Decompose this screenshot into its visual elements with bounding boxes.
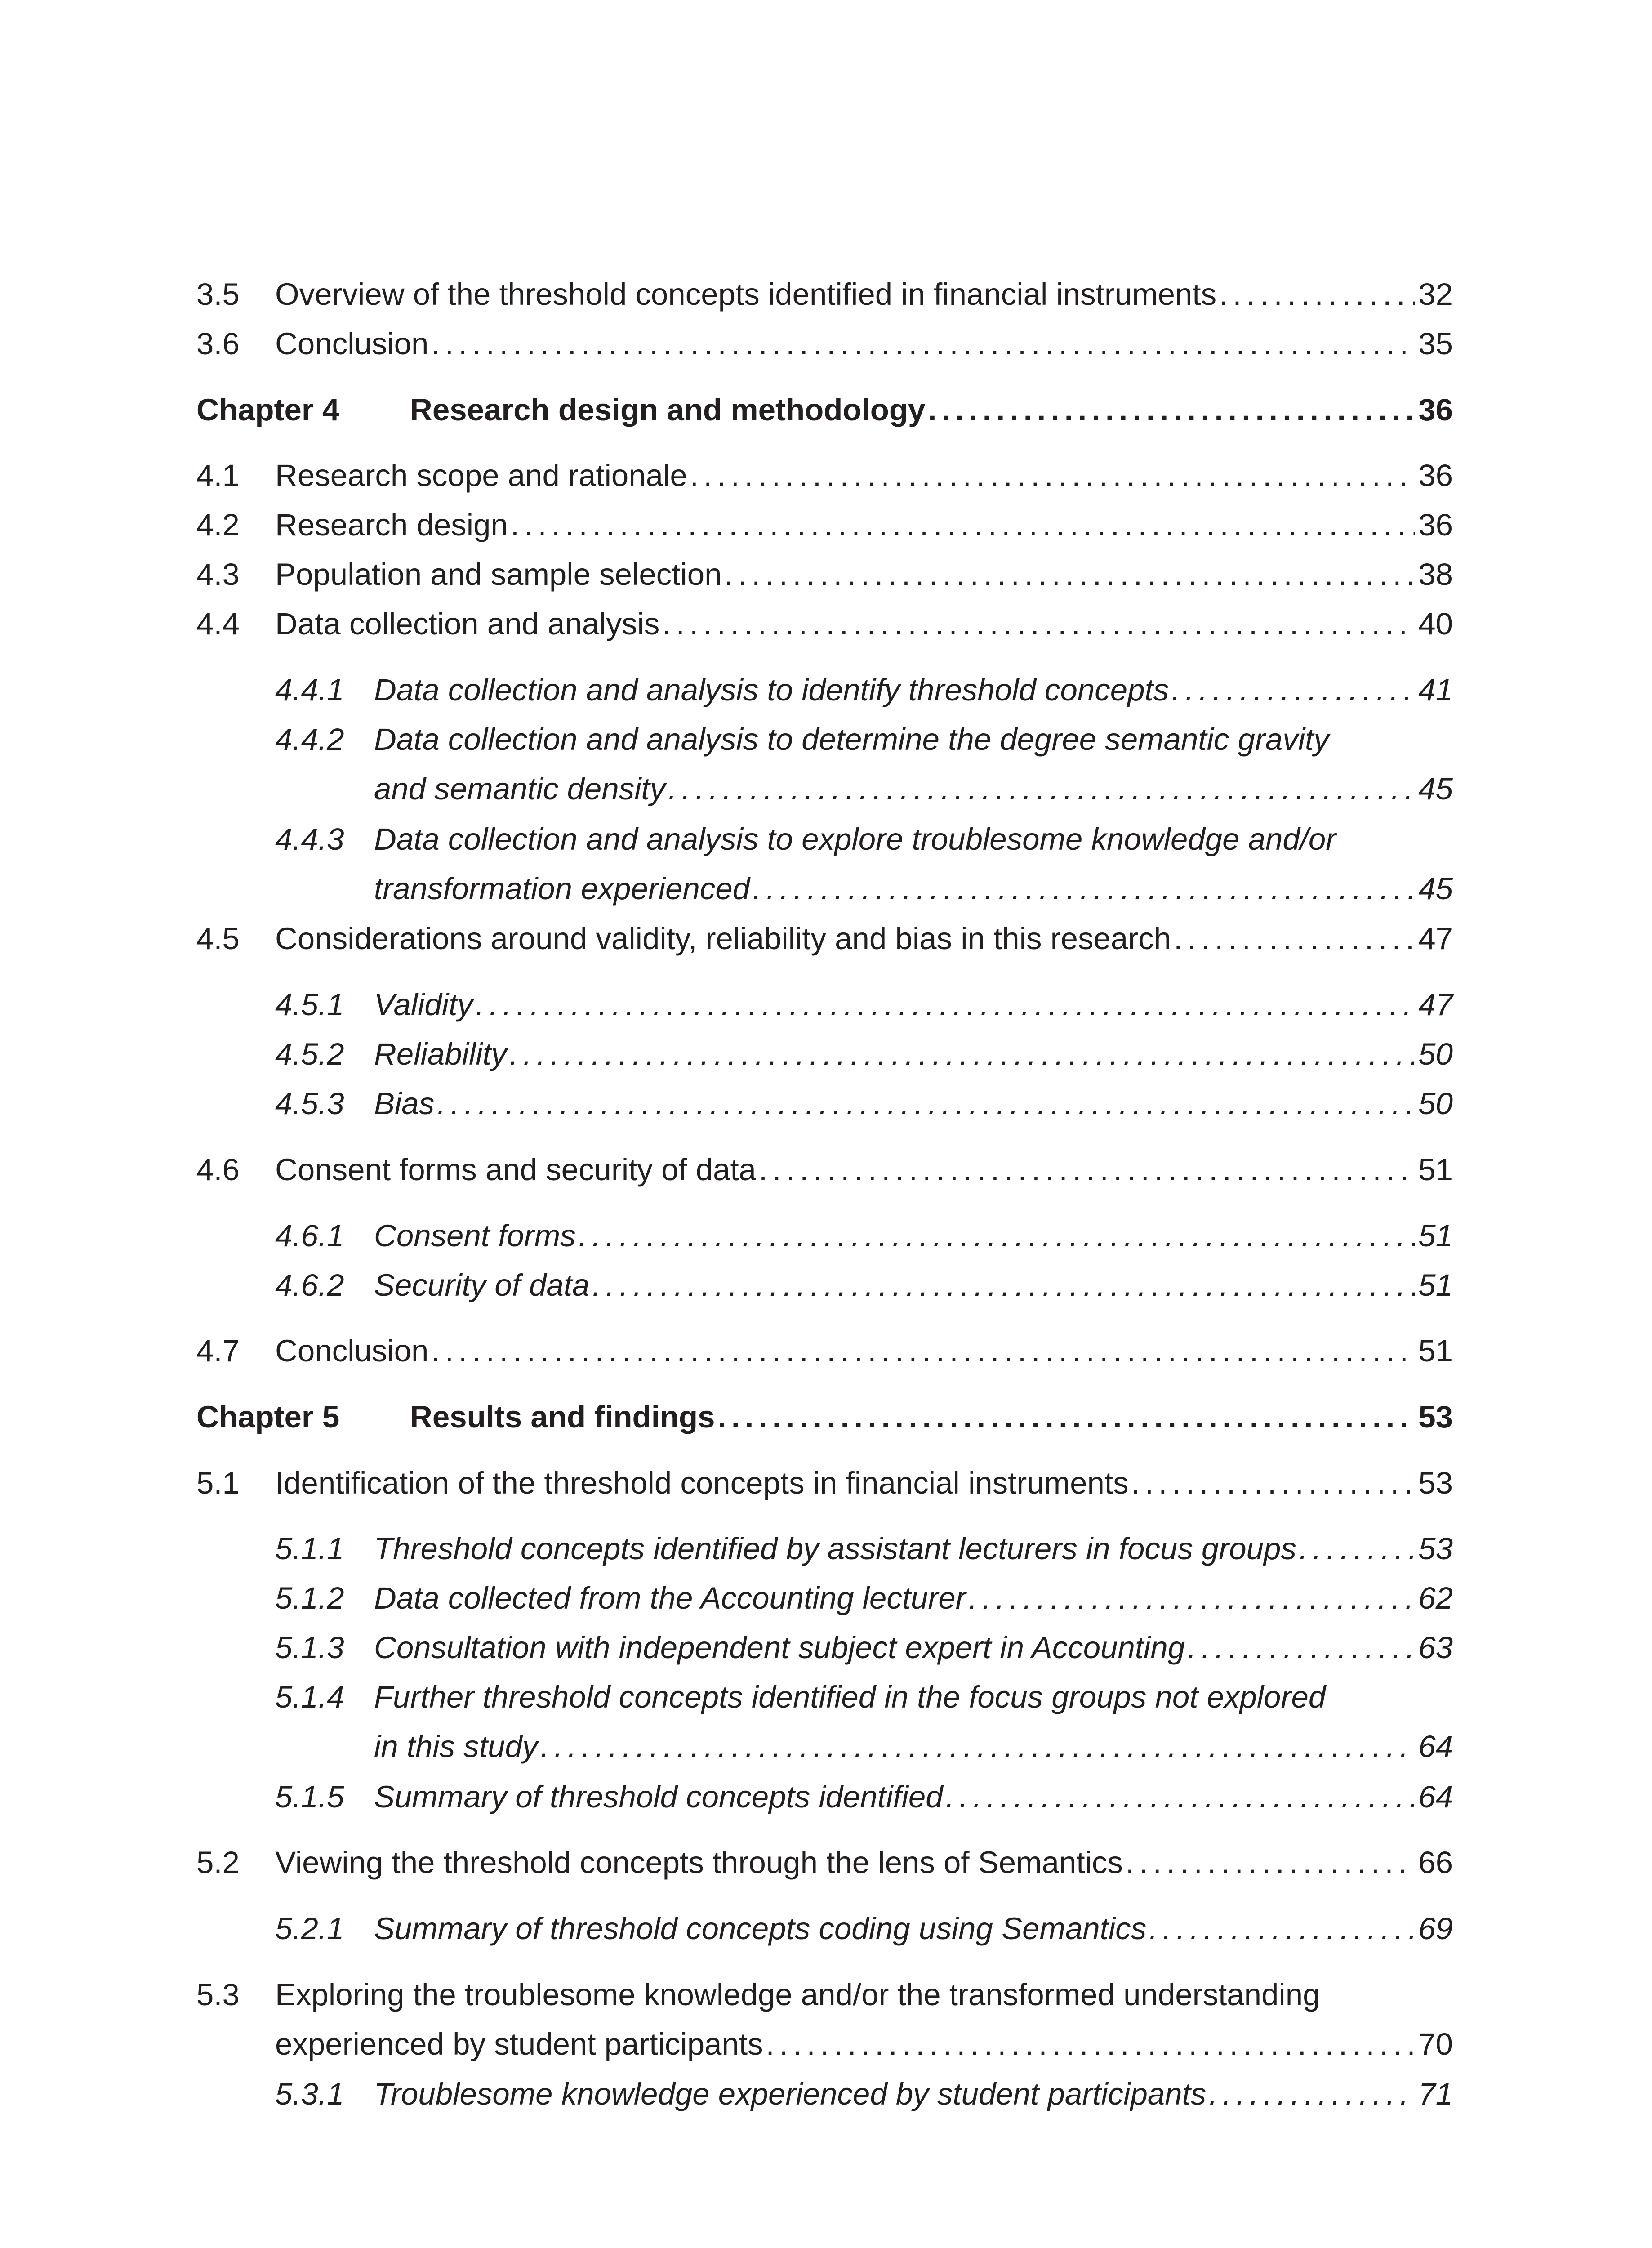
toc-entry-title	[374, 1524, 1453, 1574]
toc-entry-title	[374, 1574, 1453, 1623]
toc-entry[interactable]	[196, 1145, 1453, 1195]
toc-entry-title-line: Consent forms and security of data	[275, 1152, 757, 1187]
toc-entry-title	[275, 1838, 1453, 1887]
toc-entry-page-number: 51	[1418, 1268, 1453, 1302]
toc-entry-page-number: 69	[1418, 1911, 1453, 1946]
toc-entry-title	[374, 1261, 1453, 1310]
toc-entry-title-line: Conclusion	[275, 1334, 429, 1368]
toc-entry[interactable]	[196, 980, 1453, 1030]
toc-entry[interactable]	[196, 1673, 1453, 1771]
toc-entry[interactable]	[196, 665, 1453, 715]
toc-entry-title-line: Further threshold concepts identified in the focus groups not explored	[374, 1680, 1326, 1714]
toc-entry-title	[275, 451, 1453, 500]
toc-entry-title-line: Population and sample selection	[275, 557, 722, 592]
toc-entry-page-number: 35	[1418, 326, 1453, 361]
toc-entry-number: 3.6	[196, 326, 240, 361]
toc-entry-title	[275, 1459, 1453, 1508]
toc-entry-page-number: 45	[1418, 772, 1453, 806]
toc-entry-title	[374, 2070, 1453, 2119]
toc-entry[interactable]	[196, 1261, 1453, 1310]
toc-entry-title-line: Identification of the threshold concepts in financial instruments	[275, 1466, 1129, 1500]
toc-entry-page-number: 51	[1418, 1334, 1453, 1368]
dot-leader	[1171, 665, 1415, 715]
toc-entry[interactable]	[196, 1904, 1453, 1954]
toc-entry-page-number: 41	[1418, 673, 1453, 707]
toc-entry-title	[275, 1145, 1453, 1195]
toc-entry-number: 5.1.5	[275, 1780, 344, 1814]
toc-entry-number: 4.5.2	[275, 1037, 344, 1071]
toc-entry-title	[374, 1030, 1453, 1079]
dot-leader	[476, 980, 1415, 1030]
toc-entry-title	[275, 500, 1453, 550]
dot-leader	[579, 1211, 1415, 1261]
dot-leader	[1149, 1904, 1415, 1954]
dot-leader	[540, 1722, 1415, 1771]
toc-entry-title	[374, 1211, 1453, 1261]
toc-entry-title-line: Research design and methodology	[410, 393, 926, 427]
toc-entry-number: 4.2	[196, 508, 240, 542]
toc-entry-title-line: and semantic density	[374, 772, 666, 806]
toc-entry-number: 4.6.2	[275, 1268, 344, 1302]
toc-entry-title	[374, 1772, 1453, 1822]
dot-leader	[1131, 1459, 1415, 1508]
toc-entry-number: Chapter 5	[196, 1400, 340, 1434]
toc-entry-title-line: Research design	[275, 508, 508, 542]
toc-entry[interactable]	[196, 319, 1453, 369]
toc-entry[interactable]	[196, 550, 1453, 599]
toc-entry[interactable]	[196, 1459, 1453, 1508]
toc-entry-title-line: Considerations around validity, reliability and bias in this research	[275, 921, 1171, 956]
toc-entry[interactable]	[196, 270, 1453, 319]
dot-leader	[511, 500, 1415, 550]
toc-entry-title-line: Reliability	[374, 1037, 507, 1071]
toc-entry-title	[374, 1904, 1453, 1954]
toc-entry-title-line: Bias	[374, 1086, 435, 1121]
dot-leader	[969, 1574, 1415, 1623]
toc-entry-page-number: 51	[1418, 1218, 1453, 1253]
dot-leader	[1219, 270, 1415, 319]
dot-leader	[690, 451, 1415, 500]
dot-leader	[725, 550, 1415, 599]
toc-entry-page-number: 51	[1418, 1152, 1453, 1187]
toc-entry-title-line: Viewing the threshold concepts through the lens of Semantics	[275, 1845, 1123, 1880]
toc-entry-page-number: 53	[1418, 1400, 1453, 1434]
toc-entry-page-number: 40	[1418, 607, 1453, 641]
toc-entry-title-line: transformation experienced	[374, 871, 750, 906]
toc-entry-title-line: Data collection and analysis	[275, 607, 660, 641]
toc-entry[interactable]	[196, 451, 1453, 500]
toc-entry-page-number: 64	[1418, 1780, 1453, 1814]
toc-entry-number: 5.1.2	[275, 1581, 344, 1615]
toc-entry[interactable]	[196, 1030, 1453, 1079]
toc-entry[interactable]	[196, 1574, 1453, 1623]
dot-leader	[946, 1772, 1415, 1822]
toc-entry-page-number: 50	[1418, 1037, 1453, 1071]
toc-entry-title	[275, 319, 1453, 369]
toc-entry-title-line: Validity	[374, 987, 473, 1022]
dot-leader	[1299, 1524, 1415, 1574]
toc-entry-page-number: 38	[1418, 557, 1453, 592]
toc-entry-title	[374, 980, 1453, 1030]
toc-entry-title-line: Overview of the threshold concepts identified in financial instruments	[275, 277, 1217, 312]
toc-entry[interactable]	[196, 1326, 1453, 1376]
toc-entry-title	[374, 665, 1453, 715]
toc-entry-number: 4.1	[196, 458, 240, 493]
toc-entry-title-line: Data collection and analysis to identify threshold concepts	[374, 673, 1169, 707]
toc-entry-title	[275, 599, 1453, 649]
toc-entry-title	[275, 550, 1453, 599]
toc-entry-number: 4.6.1	[275, 1218, 344, 1253]
toc-entry[interactable]	[196, 1838, 1453, 1887]
toc-entry[interactable]	[196, 1211, 1453, 1261]
toc-entry[interactable]	[196, 1772, 1453, 1822]
toc-entry-number: 4.4	[196, 607, 240, 641]
toc-entry-title-line: Data collected from the Accounting lecturer	[374, 1581, 966, 1615]
toc-entry-number: 5.3.1	[275, 2077, 344, 2111]
toc-entry-title-line: Data collection and analysis to determine the degree semantic gravity	[374, 722, 1329, 757]
toc-entry-page-number: 62	[1418, 1581, 1453, 1615]
toc-entry-title-line: Research scope and rationale	[275, 458, 687, 493]
toc-entry-number: 4.5.3	[275, 1086, 344, 1121]
toc-entry-number: Chapter 4	[196, 393, 340, 427]
toc-entry-page-number: 63	[1418, 1630, 1453, 1665]
dot-leader	[1126, 1838, 1415, 1887]
toc-entry[interactable]	[196, 1392, 1453, 1442]
toc-entry-number: 5.2	[196, 1845, 240, 1880]
toc-entry-title-line: Data collection and analysis to explore troublesome knowledge and/or	[374, 822, 1336, 856]
toc-entry-number: 5.1.3	[275, 1630, 344, 1665]
toc-entry-page-number: 47	[1418, 921, 1453, 956]
toc-entry-number: 4.5	[196, 921, 240, 956]
toc-entry-title-line: Threshold concepts identified by assistant lecturers in focus groups	[374, 1531, 1296, 1566]
toc-entry-title-line: Summary of threshold concepts coding using Semantics	[374, 1911, 1147, 1946]
toc-entry-title-line: Conclusion	[275, 326, 429, 361]
toc-entry-title	[374, 815, 1453, 914]
dot-leader	[437, 1079, 1415, 1128]
toc-entry-title	[374, 715, 1453, 814]
toc-entry-page-number: 47	[1418, 987, 1453, 1022]
toc-entry-number: 3.5	[196, 277, 240, 312]
dot-leader	[718, 1392, 1415, 1442]
toc-entry-title	[275, 1970, 1453, 2069]
toc-entry-number: 5.1.1	[275, 1531, 344, 1566]
toc-entry[interactable]	[196, 1079, 1453, 1128]
dot-leader	[668, 764, 1415, 814]
dot-leader	[509, 1030, 1415, 1079]
dot-leader	[766, 2020, 1415, 2069]
toc-entry-number: 4.4.1	[275, 673, 344, 707]
toc-entry-title	[374, 1079, 1453, 1128]
dot-leader	[928, 385, 1415, 435]
toc-entry-title-line: Security of data	[374, 1268, 590, 1302]
toc-entry-number: 5.1.4	[275, 1680, 344, 1714]
dot-leader	[759, 1145, 1415, 1195]
toc-entry[interactable]	[196, 715, 1453, 814]
toc-entry-number: 5.3	[196, 1977, 240, 2012]
toc-entry[interactable]	[196, 914, 1453, 963]
toc-entry-page-number: 45	[1418, 871, 1453, 906]
dot-leader	[1188, 1623, 1415, 1673]
toc-entry-number: 4.7	[196, 1334, 240, 1368]
toc-entry-title-line: Exploring the troublesome knowledge and/or the transformed understanding	[275, 1977, 1320, 2012]
toc-entry-page-number: 36	[1418, 458, 1453, 493]
toc-entry-number: 5.2.1	[275, 1911, 344, 1946]
toc-entry-page-number: 53	[1418, 1531, 1453, 1566]
toc-entry-page-number: 53	[1418, 1466, 1453, 1500]
toc-entry-page-number: 64	[1418, 1729, 1453, 1764]
toc-entry-number: 4.6	[196, 1152, 240, 1187]
toc-entry-title-line: Consultation with independent subject expert in Accounting	[374, 1630, 1185, 1665]
toc-entry-title	[275, 914, 1453, 963]
dot-leader	[662, 599, 1415, 649]
toc-entry-number: 4.3	[196, 557, 240, 592]
toc-entry-title	[410, 385, 1453, 435]
toc-entry-title-line: Consent forms	[374, 1218, 576, 1253]
dot-leader	[1174, 914, 1415, 963]
dot-leader	[592, 1261, 1415, 1310]
toc-entry-title-line: Summary of threshold concepts identified	[374, 1780, 943, 1814]
toc-entry-page-number: 66	[1418, 1845, 1453, 1880]
toc-entry[interactable]	[196, 385, 1453, 435]
toc-entry-page-number: 32	[1418, 277, 1453, 312]
toc-entry-number: 4.5.1	[275, 987, 344, 1022]
toc-entry-title-line: in this study	[374, 1729, 538, 1764]
toc-entry-number: 4.4.3	[275, 822, 344, 856]
toc-entry-title-line: Troublesome knowledge experienced by student participants	[374, 2077, 1207, 2111]
dot-leader	[1209, 2070, 1415, 2119]
toc-entry-page-number: 36	[1418, 508, 1453, 542]
toc-entry-page-number: 71	[1418, 2077, 1453, 2111]
toc-entry[interactable]	[196, 1623, 1453, 1673]
toc-entry[interactable]	[196, 599, 1453, 649]
dot-leader	[431, 319, 1415, 369]
toc-entry-title-line: Results and findings	[410, 1400, 715, 1434]
toc-entry-page-number: 50	[1418, 1086, 1453, 1121]
toc-entry-page-number: 36	[1418, 393, 1453, 427]
toc-entry-title	[275, 1326, 1453, 1376]
toc-entry[interactable]	[196, 1970, 1453, 2069]
toc-entry-number: 5.1	[196, 1466, 240, 1500]
toc-entry-title	[275, 270, 1453, 319]
dot-leader	[431, 1326, 1415, 1376]
toc-entry-title	[374, 1623, 1453, 1673]
toc-entry[interactable]	[196, 1524, 1453, 1574]
toc-entry-title	[374, 1673, 1453, 1771]
toc-entry[interactable]	[196, 2070, 1453, 2119]
toc-entry-title-line: experienced by student participants	[275, 2027, 763, 2061]
toc-entry-number: 4.4.2	[275, 722, 344, 757]
dot-leader	[753, 864, 1415, 914]
toc-entry[interactable]	[196, 815, 1453, 914]
toc-entry-page-number: 70	[1418, 2027, 1453, 2061]
toc-entry-title	[410, 1392, 1453, 1442]
toc-entry[interactable]	[196, 500, 1453, 550]
